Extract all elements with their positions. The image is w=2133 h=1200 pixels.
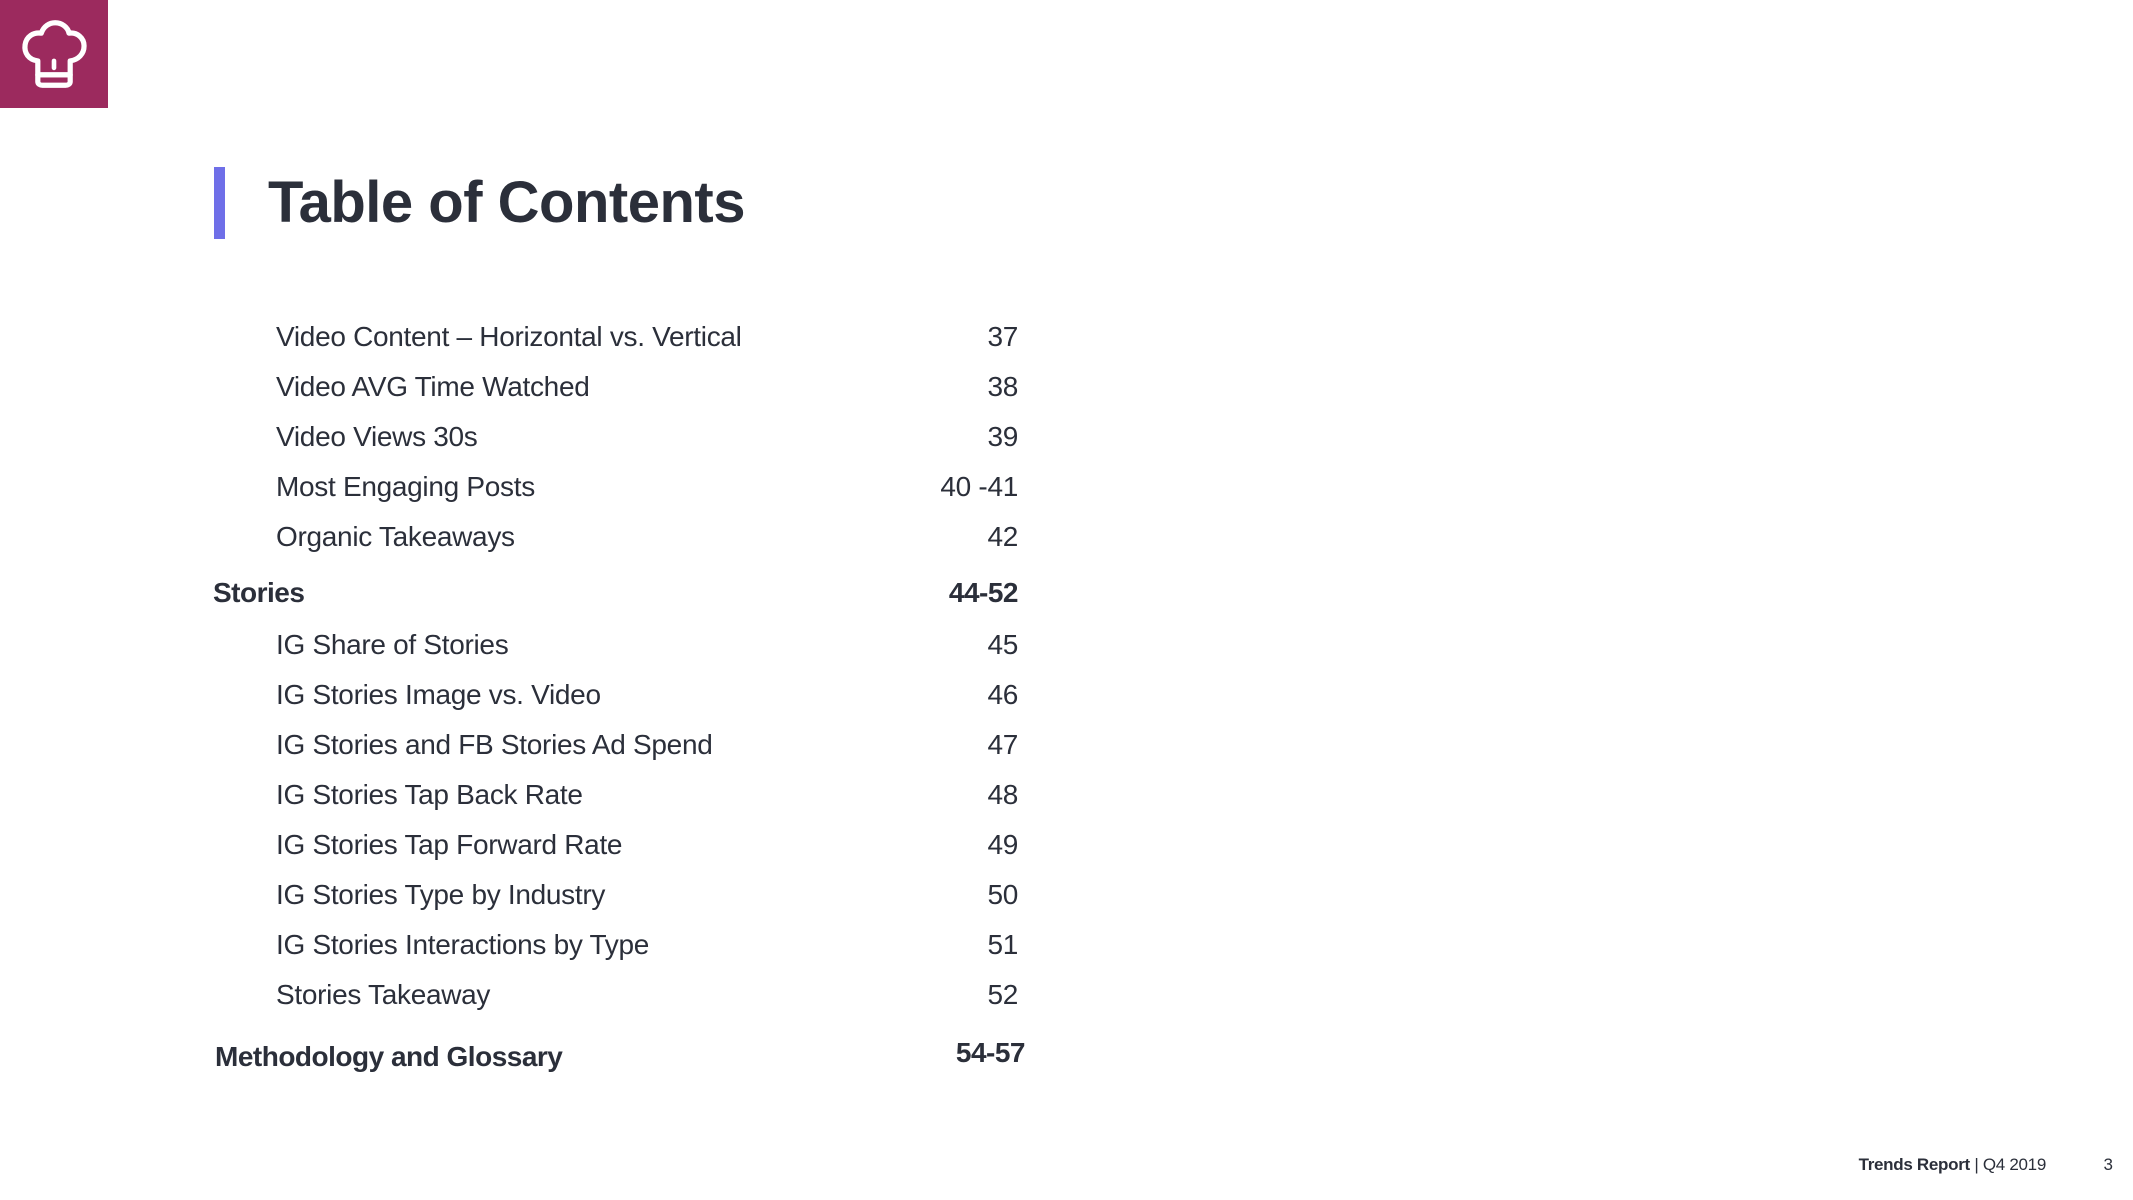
toc-item-label: IG Stories Type by Industry — [276, 879, 606, 910]
toc-item-label: Most Engaging Posts — [276, 471, 535, 502]
toc-item-page: 40 -41 — [940, 471, 1018, 502]
toc-item-page: 50 — [987, 879, 1018, 910]
toc-item[interactable] — [0, 362, 1018, 412]
toc-item[interactable] — [0, 820, 1018, 870]
chef-hat-icon — [17, 17, 91, 91]
toc-item-label: IG Stories Interactions by Type — [276, 929, 650, 960]
toc-item-label: Video Content – Horizontal vs. Vertical — [276, 321, 742, 352]
footer-page-number: 3 — [2103, 1155, 2113, 1174]
toc-item-label: IG Stories Image vs. Video — [276, 679, 601, 710]
page-title: Table of Contents — [268, 170, 745, 235]
footer-period: Q4 2019 — [1982, 1155, 2046, 1174]
toc-item[interactable] — [0, 720, 1018, 770]
toc-item-page: 47 — [987, 729, 1018, 760]
toc-item-page: 39 — [987, 421, 1018, 452]
toc-item[interactable] — [0, 770, 1018, 820]
toc-item[interactable] — [0, 462, 1018, 512]
toc-section-page: 54-57 — [955, 1037, 1025, 1068]
toc-item-label: Organic Takeaways — [276, 521, 515, 552]
toc-item[interactable] — [0, 412, 1018, 462]
toc-item[interactable] — [0, 312, 1018, 362]
toc-item-label: IG Share of Stories — [276, 629, 509, 660]
toc-item-page: 46 — [987, 679, 1018, 710]
footer-report-info — [1859, 1150, 2046, 1180]
toc-item[interactable] — [0, 920, 1018, 970]
toc-item-label: Video Views 30s — [276, 421, 478, 452]
toc-item-label: IG Stories Tap Forward Rate — [276, 829, 623, 860]
footer-report-name: Trends Report — [1858, 1155, 1970, 1174]
toc-item[interactable] — [0, 970, 1018, 1020]
brand-logo — [0, 0, 108, 108]
toc-section-methodology[interactable] — [215, 1028, 1025, 1078]
toc-item[interactable] — [0, 670, 1018, 720]
toc-item-page: 48 — [987, 779, 1018, 810]
toc-item[interactable] — [0, 512, 1018, 562]
toc-item-label: Video AVG Time Watched — [276, 371, 590, 402]
title-accent-bar — [214, 167, 225, 239]
toc-item-page: 49 — [987, 829, 1018, 860]
toc-item-label: Stories Takeaway — [276, 979, 491, 1010]
toc-section-label: Stories — [213, 577, 305, 608]
toc-item-label: IG Stories and FB Stories Ad Spend — [276, 729, 713, 760]
toc-item-page: 38 — [987, 371, 1018, 402]
toc-item-page: 52 — [987, 979, 1018, 1010]
toc-section-page: 44-52 — [948, 577, 1018, 608]
toc-section-stories[interactable] — [213, 568, 1018, 618]
toc-item-page: 37 — [987, 321, 1018, 352]
toc-section-label: Methodology and Glossary — [215, 1041, 563, 1072]
toc-item-page: 45 — [987, 629, 1018, 660]
toc-item-label: IG Stories Tap Back Rate — [276, 779, 583, 810]
toc-item-page: 51 — [987, 929, 1018, 960]
toc-item-page: 42 — [987, 521, 1018, 552]
footer-separator: | — [1969, 1155, 1983, 1174]
toc-item[interactable] — [0, 870, 1018, 920]
toc-item[interactable] — [0, 620, 1018, 670]
